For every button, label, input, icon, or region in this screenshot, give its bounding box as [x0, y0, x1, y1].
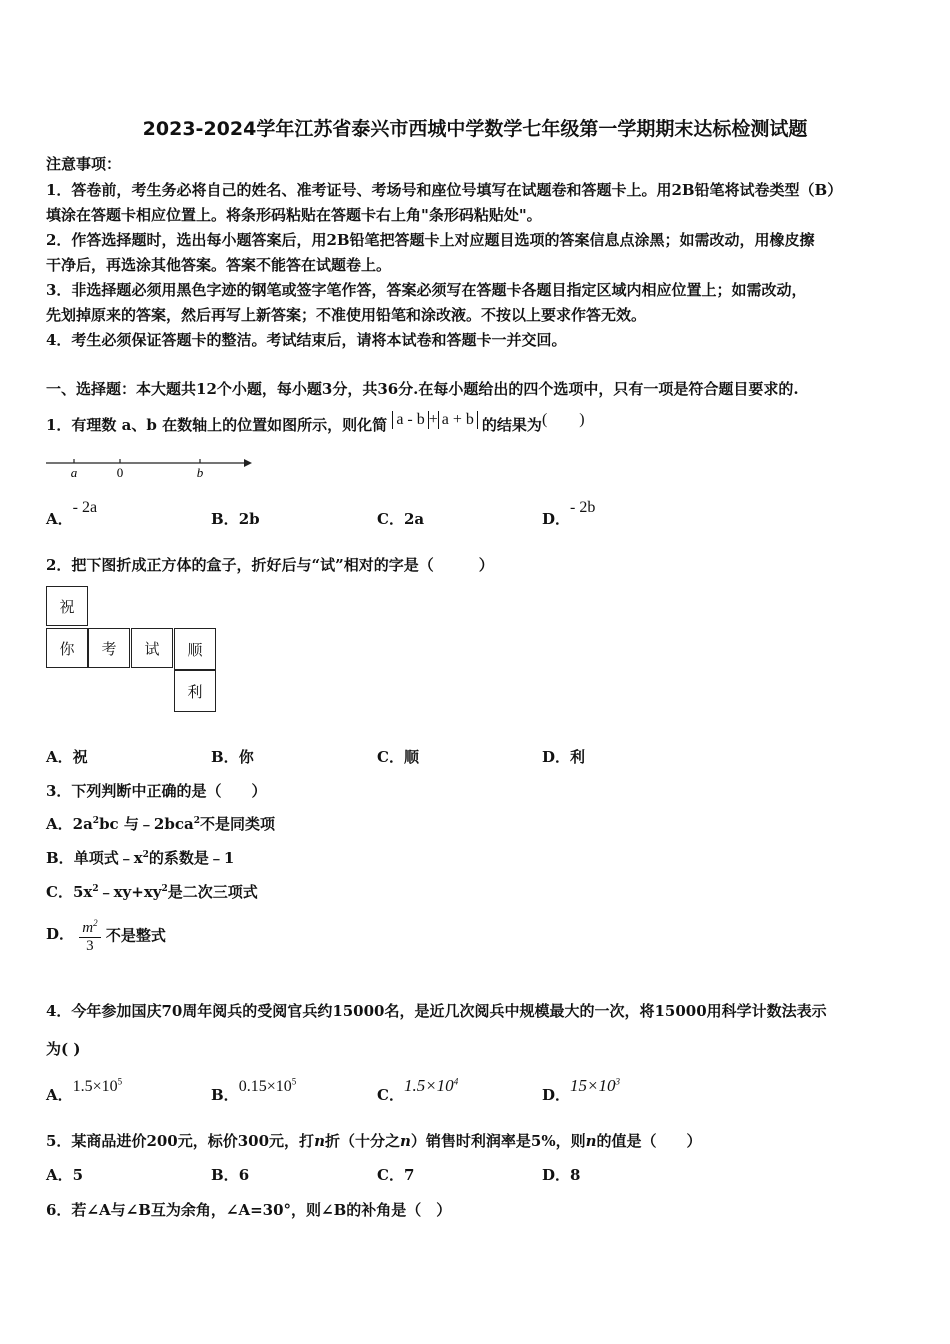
sci-base: 0.15×10 — [238, 1078, 292, 1095]
sci-base: 1.5×10 — [403, 1076, 454, 1095]
option-text: 是二次三项式 — [167, 883, 258, 901]
q1-abs-2: a + b — [438, 411, 478, 429]
q3-option-c[interactable] — [46, 881, 258, 902]
question-1-stem — [46, 412, 585, 435]
stem-text: ）销售时利润率是5%，则 — [410, 1132, 586, 1150]
option-text: 的系数是﹣1 — [148, 849, 235, 867]
notice-line: 4．考生必须保证答题卡的整洁。考试结束后，请将本试卷和答题卡一并交回。 — [46, 331, 567, 349]
q1-option-c[interactable] — [377, 508, 424, 529]
option-value: 2b — [238, 510, 260, 528]
q3-option-d[interactable] — [46, 918, 166, 955]
option-label: B． — [211, 1086, 239, 1104]
net-cell: 试 — [131, 628, 173, 668]
q5-option-a[interactable] — [46, 1164, 83, 1185]
option-label: C． — [377, 1086, 404, 1104]
option-text: 单项式﹣x — [73, 849, 143, 867]
q5-option-d[interactable] — [542, 1164, 580, 1185]
q1-option-d[interactable] — [542, 499, 596, 529]
sci-exponent: 4 — [453, 1076, 459, 1087]
option-label: A． — [46, 748, 73, 766]
q1-option-b[interactable] — [211, 508, 260, 529]
q5-option-b[interactable] — [211, 1164, 249, 1185]
section-heading: 一、选择题：本大题共12个小题，每小题3分，共36分.在每小题给出的四个选项中，只有一项是符合题目要求的. — [46, 380, 799, 398]
fraction — [79, 918, 100, 955]
option-label: C． — [377, 748, 404, 766]
option-value — [570, 1076, 620, 1095]
option-text: bc 与﹣2bca — [99, 815, 194, 833]
q3-option-a[interactable] — [46, 813, 275, 834]
option-label: B． — [211, 748, 239, 766]
q2-option-d[interactable] — [542, 746, 585, 767]
notice-heading: 注意事项： — [46, 155, 122, 173]
question-5-stem — [46, 1130, 702, 1151]
notice-line: 1．答卷前，考生务必将自己的姓名、准考证号、考场号和座位号填写在试题卷和答题卡上。用2B铅笔将试卷类型（B） — [46, 181, 843, 199]
q2-option-c[interactable] — [377, 746, 419, 767]
q1-paren: ( ) — [541, 411, 585, 428]
option-value: - 2b — [570, 499, 596, 516]
var-n: n — [399, 1132, 411, 1150]
sci-exponent: 3 — [615, 1076, 620, 1087]
question-4-stem-cont: 为( ) — [46, 1040, 81, 1058]
question-2-stem: 2．把下图折成正方体的盒子，折好后与“试”相对的字是（ ） — [46, 556, 494, 574]
net-cell: 你 — [46, 628, 88, 668]
superscript: 2 — [142, 850, 149, 860]
q4-option-d[interactable] — [542, 1076, 620, 1105]
option-text: 2a — [72, 815, 93, 833]
notice-line: 3．非选择题必须用黑色字迹的钢笔或签字笔作答，答案必须写在答题卡各题目指定区域内相应位置上；如需改动， — [46, 281, 807, 299]
q4-option-c[interactable] — [377, 1076, 459, 1105]
sci-base: 1.5×10 — [72, 1078, 118, 1095]
option-label: B． — [46, 849, 74, 867]
q1-expression — [392, 411, 482, 428]
q4-option-b[interactable] — [211, 1076, 297, 1105]
label-b: b — [196, 465, 204, 480]
option-value: - 2a — [72, 499, 98, 516]
option-label: B． — [211, 510, 239, 528]
question-6-stem: 6．若∠A与∠B互为余角，∠A=30°，则∠B的补角是（ ） — [46, 1201, 452, 1219]
option-value: 8 — [570, 1166, 581, 1184]
number-line-figure — [44, 452, 254, 482]
option-value: 6 — [238, 1166, 250, 1184]
net-cell: 顺 — [174, 628, 216, 670]
option-text: 不是同类项 — [199, 815, 275, 833]
net-cell: 利 — [174, 670, 216, 712]
stem-text: 的值是（ ） — [596, 1132, 702, 1150]
sci-exponent: 5 — [291, 1076, 297, 1087]
q1-stem-a: 1．有理数 a、b 在数轴上的位置如图所示，则化简 — [46, 416, 388, 434]
option-value: 顺 — [403, 748, 419, 766]
option-value — [239, 1078, 297, 1095]
var-n: n — [585, 1132, 597, 1150]
option-value: 利 — [570, 748, 586, 766]
fraction-numerator — [79, 918, 100, 938]
option-label: A． — [46, 815, 73, 833]
q5-option-c[interactable] — [377, 1164, 414, 1185]
q2-option-a[interactable] — [46, 746, 88, 767]
page-title: 2023-2024学年江苏省泰兴市西城中学数学七年级第一学期期末达标检测试题 — [142, 118, 808, 140]
option-value: 5 — [72, 1166, 84, 1184]
notice-line: 干净后，再选涂其他答案。答案不能答在试题卷上。 — [46, 256, 392, 274]
option-value: 7 — [403, 1166, 415, 1184]
option-value: 祝 — [72, 748, 88, 766]
option-label: A． — [46, 1086, 73, 1104]
option-label: C． — [377, 510, 404, 528]
option-value — [404, 1076, 458, 1095]
option-value: 2a — [403, 510, 425, 528]
net-cell: 祝 — [46, 586, 88, 626]
label-a: a — [70, 465, 78, 480]
option-label: D． — [542, 748, 571, 766]
notice-line: 先划掉原来的答案，然后再写上新答案；不准使用铅笔和涂改液。不按以上要求作答无效。 — [46, 306, 647, 324]
option-label: D． — [46, 924, 75, 943]
numerator-base: m — [82, 920, 94, 936]
option-label: B． — [211, 1166, 239, 1184]
number-line-arrow-icon — [244, 459, 252, 467]
var-n: n — [314, 1132, 325, 1150]
option-text: ﹣xy+xy — [98, 883, 162, 901]
q4-option-a[interactable] — [46, 1076, 123, 1105]
question-4-stem: 4．今年参加国庆70周年阅兵的受阅官兵约15000名，是近几次阅兵中规模最大的一次，将15000用科学计数法表示 — [46, 1002, 827, 1020]
sci-exponent: 5 — [117, 1076, 123, 1087]
net-cell: 考 — [88, 628, 130, 668]
q1-plus: + — [428, 411, 438, 428]
option-label: D． — [542, 510, 571, 528]
q2-option-b[interactable] — [211, 746, 254, 767]
q1-option-a[interactable] — [46, 499, 98, 529]
notice-line: 2．作答选择题时，选出每小题答案后，用2B铅笔把答题卡上对应题目选项的答案信息点涂黑；如需改动，用橡皮擦 — [46, 231, 815, 249]
superscript: 2 — [92, 816, 100, 826]
superscript: 2 — [193, 816, 200, 826]
q1-stem-b: 的结果为 — [481, 416, 542, 434]
option-text: 不是整式 — [105, 926, 166, 945]
option-label: A． — [46, 1166, 73, 1184]
option-label: A． — [46, 510, 73, 528]
option-label: D． — [542, 1086, 571, 1104]
superscript: 2 — [92, 884, 99, 894]
sci-base: 15×10 — [570, 1076, 616, 1095]
stem-text: 折（十分之 — [324, 1132, 400, 1150]
label-zero: 0 — [116, 465, 124, 480]
notice-line: 填涂在答题卡相应位置上。将条形码粘贴在答题卡右上角"条形码粘贴处"。 — [46, 206, 542, 224]
q1-abs-1: a - b — [392, 411, 428, 429]
option-text: 5x — [72, 883, 93, 901]
option-label: D． — [542, 1166, 571, 1184]
q3-option-b[interactable] — [46, 847, 234, 868]
option-label: C． — [46, 883, 73, 901]
option-value — [73, 1078, 123, 1095]
question-3-stem: 3．下列判断中正确的是（ ） — [46, 782, 267, 800]
stem-text: 5．某商品进价200元，标价300元，打 — [46, 1132, 315, 1150]
fraction-denominator: 3 — [86, 938, 94, 954]
superscript: 2 — [93, 918, 98, 928]
option-value: 你 — [238, 748, 254, 766]
option-label: C． — [377, 1166, 404, 1184]
superscript: 2 — [161, 884, 168, 894]
